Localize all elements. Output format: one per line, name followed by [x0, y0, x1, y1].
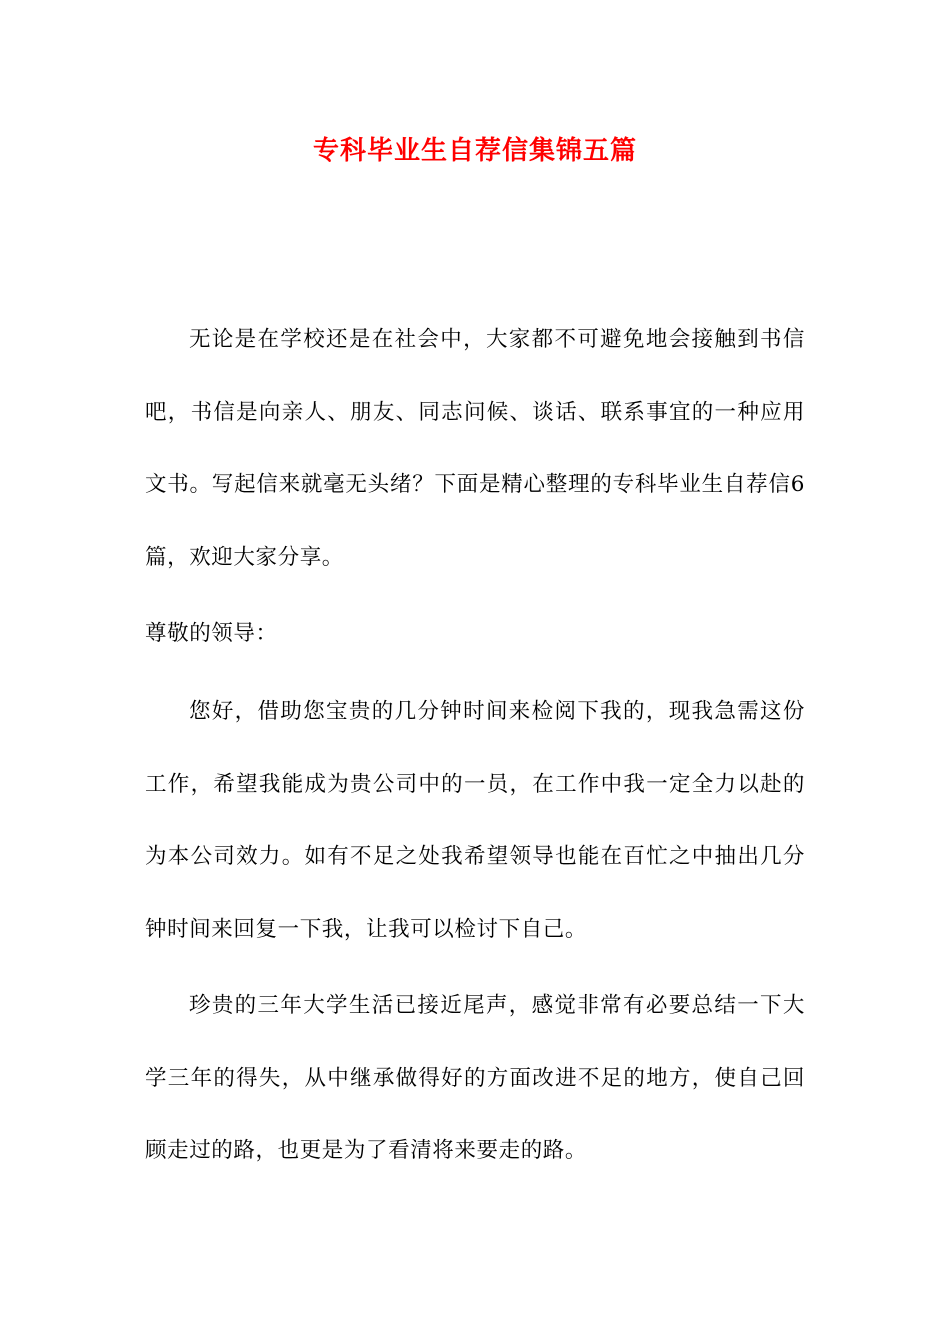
document-title: 专科毕业生自荐信集锦五篇 — [312, 136, 637, 166]
salutation: 尊敬的领导： — [145, 621, 278, 646]
intro-paragraph: 无论是在学校还是在社会中，大家都不可避免地会接触到书信吧，书信是向亲人、朋友、同志问候、谈话、联系事宜的一种应用文书。写起信来就毫无头绪？下面是精心整理的专科毕业生自荐信6篇，欢迎大家分享。 — [145, 327, 805, 570]
body-paragraph-2: 珍贵的三年大学生活已接近尾声，感觉非常有必要总结一下大学三年的得失，从中继承做得好的方面改进不足的地方，使自己回顾走过的路，也更是为了看清将来要走的路。 — [145, 993, 805, 1163]
body-paragraph-1: 您好，借助您宝贵的几分钟时间来检阅下我的，现我急需这份工作，希望我能成为贵公司中的一员，在工作中我一定全力以赴的为本公司效力。如有不足之处我希望领导也能在百忙之中抽出几分钟时间来回复一下我，让我可以检讨下自己。 — [145, 699, 805, 942]
